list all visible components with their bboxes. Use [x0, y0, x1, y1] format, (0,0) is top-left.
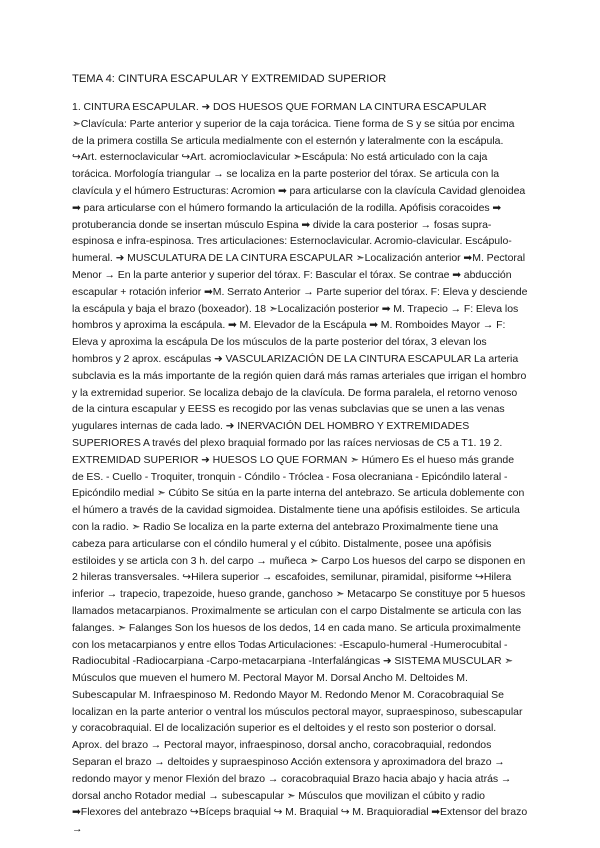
document-title: TEMA 4: CINTURA ESCAPULAR Y EXTREMIDAD SUPERIOR [72, 73, 387, 85]
document-body-text: 1. CINTURA ESCAPULAR. ➜ DOS HUESOS QUE FORMAN LA CINTURA ESCAPULAR ➣Clavícula: Parte anterior y superior de la caja torácica. Tiene forma de S y se sitúa por encima de la primera costilla Se articula medialmente con el esternón y lateralmente con la escápula. ↪Art. esternoclavicular ↪Art. acromioclavicular ➣Escápula: No está articulado con la caja torácica. Morfología triangular → se localiza en la parte posterior del tórax. Se articula con la clavícula y el húmero Estructuras: Acromion ➡ para articularse con la clavícula Cavidad glenoidea ➡ para articularse con el húmero formando la articulación de la rodilla. Apófisis coracoides ➡ protuberancia donde se insertan músculo Espina ➡ divide la cara posterior → fosas supra-espinosa e infra-espinosa. Tres articulaciones: Esternoclavicular. Acromio-clavicular. Escápulo-humeral. ➜ MUSCULATURA DE LA CINTURA ESCAPULAR ➣Localización anterior ➡M. Pectoral Menor → En la parte anterior y superior del tórax. F: Bascular el tórax. Se contrae ➡ abducción escapular + rotación inferior ➡M. Serrato Anterior → Parte superior del tórax. F: Eleva y desciende la escápula y baja el brazo (boxeador). 18 ➣Localización posterior ➡ M. Trapecio → F: Eleva los hombros y aproxima la escápula. ➡ M. Elevador de la Escápula ➡ M. Romboides Mayor → F: Eleva y aproxima la escápula De los músculos de la parte posterior del tórax, 3 elevan los hombros y 2 aprox. escápulas ➜ VASCULARIZACIÓN DE LA CINTURA ESCAPULAR La arteria subclavia es la más importante de la región quien dará más ramas arteriales que irrigan el hombro y la extremidad superior. Se localiza debajo de la clavícula. De forma paralela, el retorno venoso de la cintura escapular y EESS es recogido por las venas subclavias que se unen a las venas yugulares internas de cada lado. ➜ INERVACIÓN DEL HOMBRO Y EXTREMIDADES SUPERIORES A través del plexo braquial formado por las raíces nerviosas de C5 a T1. 19 2. EXTREMIDAD SUPERIOR ➜ HUESOS LO QUE FORMAN ➣ Húmero Es el hueso más grande de ES. - Cuello - Troquiter, tronquin - Cóndilo - Tróclea - Fosa olecraniana - Epicóndilo lateral - Epicóndilo medial ➣ Cúbito Se sitúa en la parte interna del antebrazo. Se articula doblemente con el húmero a través de la cavidad sigmoidea. Distalmente tiene una apófisis estiloides. Se articula con la radio. ➣ Radio Se localiza en la parte externa del antebrazo Proximalmente tiene una cabeza para articularse con el cóndilo humeral y el cúbito. Distalmente, posee una apófisis estiloides y se articla con 3 h. del carpo → muñeca ➣ Carpo Los huesos del carpo se disponen en 2 hileras transversales. ↪Hilera superior → escafoides, semilunar, piramidal, pisiforme ↪Hilera inferior → trapecio, trapezoide, hueso grande, ganchoso ➣ Metacarpo Se constituye por 5 huesos llamados metacarpianos. Proximalmente se articulan con el carpo Distalmente se articula con las falanges. ➣ Falanges Son los huesos de los dedos, 14 en cada mano. Se articula proximalmente con los metacarpianos y entre ellos Todas Articulaciones: -Escapulo-humeral -Humerocubital -Radiocubital -Radiocarpiana -Carpo-metacarpiana -Interfalángicas ➜ SISTEMA MUSCULAR ➣ Músculos que mueven el humero M. Pectoral Mayor M. Dorsal Ancho M. Deltoides M. Subescapular M. Infraespinoso M. Redondo Mayor M. Redondo Menor M. Coracobraquial Se localizan en la parte anterior o ventral los músculos pectoral mayor, supraespinoso, subescapular y coracobraquial. El de localización superior es el deltoides y el resto son posterior o dorsal. Aprox. del brazo → Pectoral mayor, infraespinoso, dorsal ancho, coracobraquial, redondos Separan el brazo → deltoides y supraespinoso Acción extensora y aproximadora del brazo → redondo mayor y menor Flexión del brazo → coracobraquial Brazo hacia abajo y hacia atrás → dorsal ancho Rotador medial → subescapular ➣ Músculos que movilizan el cúbito y radio ➡Flexores del antebrazo ↪Bíceps braquial ↪ M. Braquial ↪ M. Braquioradial ➡Extensor del brazo → [72, 101, 528, 836]
